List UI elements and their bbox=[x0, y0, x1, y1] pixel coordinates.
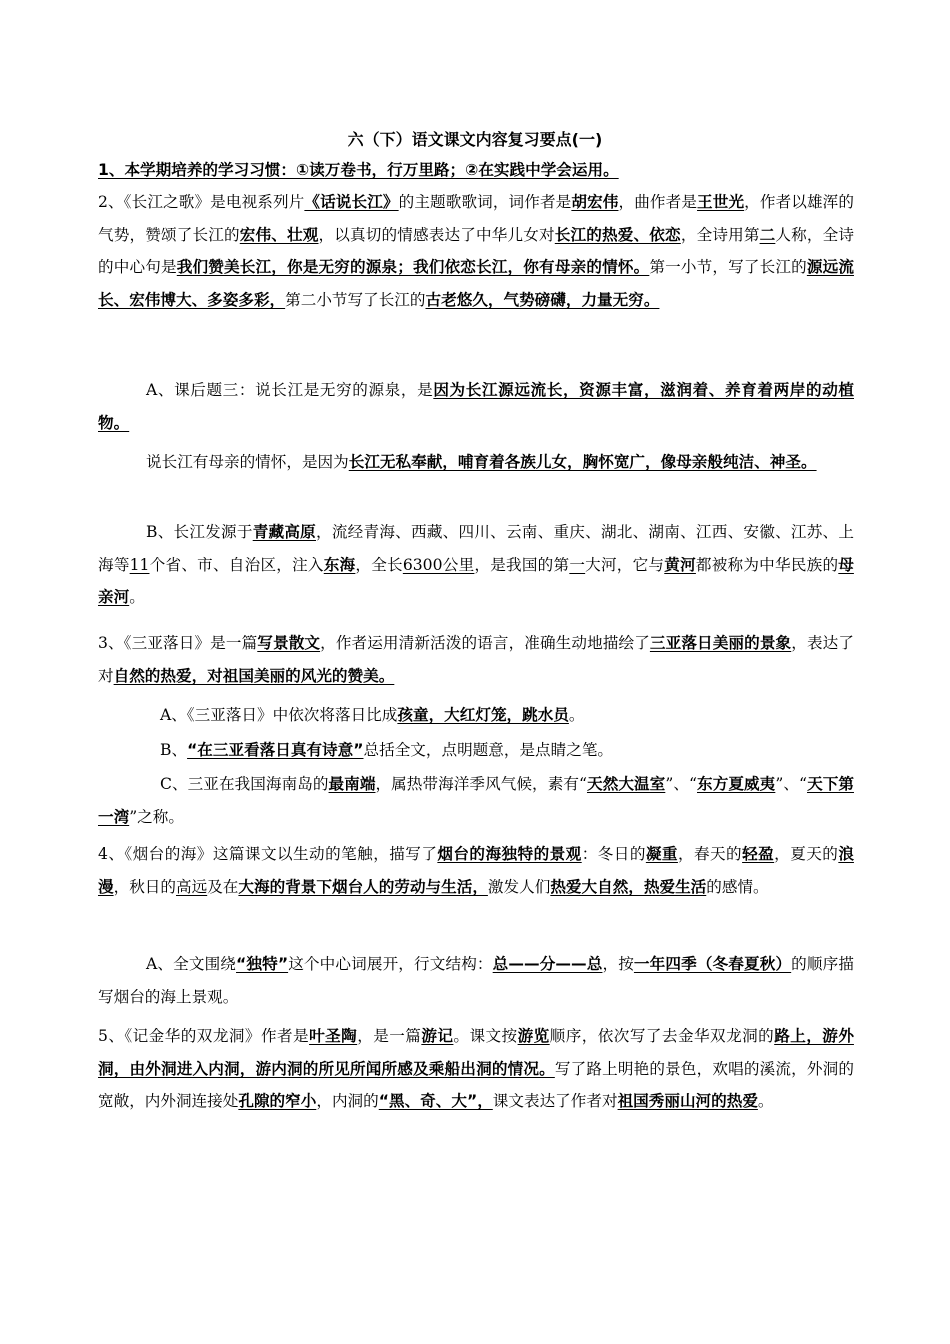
answer-blank: 热爱大自然，热爱生活 bbox=[550, 877, 707, 896]
answer-blank: 浪漫 bbox=[98, 845, 854, 896]
text-run: 都被称为中华民族的 bbox=[695, 555, 839, 574]
section-2-item-a1 bbox=[98, 374, 854, 439]
text-run: 5、《记金华的双龙洞》作者是 bbox=[98, 1027, 310, 1045]
answer-blank: 东海 bbox=[323, 555, 356, 574]
answer-blank: 烟台的海独特的景观 bbox=[437, 845, 582, 863]
text-run: 的顺序描写烟台的海上景观。 bbox=[98, 955, 854, 1006]
section-4-item-a bbox=[98, 948, 854, 1013]
text-run: ，作者以雄浑的气势，赞颂了长江的 bbox=[98, 193, 854, 244]
text-run: 顺序，依次写了去金华双龙洞的 bbox=[549, 1027, 775, 1045]
answer-blank: 我们赞美长江，你是无穷的源泉；我们依恋长江，你有母亲的情怀。 bbox=[176, 258, 650, 277]
answer-blank: 胡宏伟 bbox=[571, 193, 619, 211]
text-run: 4、《烟台的海》这篇课文以生动的笔触，描写了 bbox=[98, 845, 438, 863]
answer-blank: 6300公里 bbox=[402, 555, 475, 574]
section-3-item-c bbox=[98, 768, 854, 833]
text-run: 大河，它与 bbox=[585, 555, 665, 574]
text-run: 。 bbox=[568, 706, 585, 724]
text-run: ，春天的 bbox=[677, 845, 743, 863]
text-run: ”之称。 bbox=[129, 807, 184, 826]
answer-blank: 王世光 bbox=[697, 193, 745, 211]
answer-blank: 二 bbox=[759, 225, 776, 244]
answer-blank: 天然大温室 bbox=[586, 775, 666, 793]
answer-blank: 古老悠久，气势磅礴，力量无穷。 bbox=[425, 290, 660, 309]
text-run: ，是我国的第 bbox=[474, 555, 570, 574]
text-run: ，全诗用第 bbox=[680, 225, 760, 244]
answer-blank: “黑、奇、大”， bbox=[378, 1092, 493, 1111]
answer-blank: 源远流长、宏伟博大、多姿多彩， bbox=[98, 258, 854, 309]
document-title: 六（下）语文课文内容复习要点(一) bbox=[347, 130, 603, 149]
text-run: ”、“ bbox=[775, 775, 808, 793]
text-run: ，曲作者是 bbox=[618, 193, 698, 211]
section-2-item-a2 bbox=[98, 446, 854, 479]
text-run: ，属热带海洋季风气候，素有“ bbox=[375, 775, 587, 793]
text-run: 及在 bbox=[207, 877, 239, 896]
answer-blank: 因为长江源远流长，资源丰富，滋润着、养育着两岸的动植物。 bbox=[98, 381, 854, 432]
text-run: ，流经青海、西藏、四川、云南、重庆、湖北、湖南、江西、安徽、江苏、上海等 bbox=[98, 523, 854, 574]
section-1-study-habits bbox=[98, 154, 854, 187]
text-run: ，夏天的 bbox=[774, 845, 839, 863]
answer-blank: 孩童，大红灯笼，跳水员 bbox=[397, 706, 569, 724]
answer-blank: 三亚落日美丽的景象 bbox=[649, 634, 792, 652]
text-run: 人称，全诗的中心句是 bbox=[98, 225, 854, 277]
answer-blank: 母亲河 bbox=[98, 555, 854, 607]
section-3-item-b bbox=[98, 734, 854, 767]
answer-blank: 一年四季（冬春夏秋） bbox=[633, 955, 792, 973]
text-run: ，作者运用清新活泼的语言，准确生动地描绘了 bbox=[320, 634, 650, 652]
text-run: 激发人们 bbox=[487, 877, 551, 896]
answer-blank: 孔隙的窄小 bbox=[238, 1092, 317, 1111]
text-run: A、全文围绕 bbox=[146, 955, 237, 973]
answer-blank: “独特” bbox=[236, 955, 289, 973]
section-2-item-b bbox=[98, 516, 854, 614]
text-run: 总括全文，点明题意，是点睛之笔。 bbox=[363, 741, 614, 759]
answer-blank: 写景散文 bbox=[257, 634, 321, 652]
text-run: A、课后题三：说长江是无穷的源泉，是 bbox=[146, 381, 434, 399]
answer-blank: 宏伟、壮观 bbox=[239, 225, 319, 244]
text-run: 。 bbox=[129, 588, 145, 607]
text-run: 的主题歌歌词，词作者是 bbox=[398, 193, 572, 211]
answer-blank: 最南端 bbox=[328, 775, 376, 793]
text-run: B、 bbox=[160, 741, 188, 759]
text-run: 写了路上明艳的景色，欢唱的溪流，外洞的宽敞，内外洞连接处 bbox=[98, 1059, 854, 1111]
answer-blank: 自然的热爱，对祖国美丽的风光的赞美。 bbox=[113, 666, 395, 685]
text-run: 。 bbox=[757, 1092, 774, 1111]
answer-blank: 游记 bbox=[421, 1027, 454, 1045]
text-run: ，按 bbox=[602, 955, 634, 973]
text-run: 2、《长江之歌》是电视系列片 bbox=[98, 193, 305, 211]
answer-blank: 11 bbox=[129, 555, 150, 574]
text-run: 。课文按 bbox=[453, 1027, 518, 1045]
answer-blank: 凝重 bbox=[645, 845, 678, 863]
section-5-double-dragon-cave bbox=[98, 1020, 854, 1118]
text-run: ，全长 bbox=[355, 555, 403, 574]
text-run: A、《三亚落日》中依次将落日比成 bbox=[160, 706, 398, 724]
text-run: ，是一篇 bbox=[357, 1027, 422, 1045]
text-run: B、长江发源于 bbox=[146, 523, 253, 541]
text-run: 3、《三亚落日》是一篇 bbox=[98, 634, 258, 652]
text-run: ，以真切的情感表达了中华儿女对 bbox=[318, 225, 555, 244]
text-run: 第一小节，写了长江的 bbox=[649, 258, 807, 277]
text-run: 个省、市、自治区，注入 bbox=[149, 555, 324, 574]
text-run: ，内洞的 bbox=[316, 1092, 379, 1111]
answer-blank: 青藏高原 bbox=[252, 523, 317, 541]
answer-blank: 《话说长江》 bbox=[304, 193, 399, 211]
text-run: ：冬日的 bbox=[581, 845, 646, 863]
section-1-text: 1、本学期培养的学习习惯：①读万卷书，行万里路；②在实践中学会运用。 bbox=[98, 161, 619, 179]
text-run: ，表达了对 bbox=[98, 634, 854, 685]
text-run: 的感情。 bbox=[706, 877, 769, 896]
answer-blank: 叶圣陶 bbox=[309, 1027, 358, 1045]
section-4-yantai-sea bbox=[98, 838, 854, 903]
answer-blank: 总——分——总 bbox=[492, 955, 603, 973]
text-run: 说长江有母亲的情怀，是因为 bbox=[146, 453, 349, 471]
section-3-sanya-sunset bbox=[98, 627, 854, 692]
answer-blank: 黄河 bbox=[664, 555, 696, 574]
answer-blank: 祖国秀丽山河的热爱 bbox=[617, 1092, 758, 1111]
text-run: ，秋日的 bbox=[113, 877, 176, 896]
answer-blank: 高远 bbox=[176, 877, 208, 896]
text-run: 课文表达了作者对 bbox=[492, 1092, 618, 1111]
text-run: 第二小节写了长江的 bbox=[285, 290, 426, 309]
section-3-item-a bbox=[98, 699, 854, 732]
answer-blank: 游览 bbox=[517, 1027, 550, 1045]
answer-blank: 天下第一湾 bbox=[98, 775, 854, 826]
text-run: C、三亚在我国海南岛的 bbox=[160, 775, 329, 793]
text-run: ”、“ bbox=[665, 775, 697, 793]
answer-blank: 路上，游外洞，由外洞进入内洞，游内洞的所见所闻所感及乘船出洞的情况。 bbox=[98, 1027, 854, 1078]
answer-blank: 东方夏威夷 bbox=[697, 775, 776, 793]
answer-blank: 一 bbox=[569, 555, 586, 574]
text-run: 这个中心词展开，行文结构： bbox=[288, 955, 493, 973]
answer-blank: “在三亚看落日真有诗意” bbox=[187, 741, 364, 759]
answer-blank: 长江的热爱、依恋 bbox=[554, 225, 681, 244]
answer-blank: 长江无私奉献，哺育着各族儿女，胸怀宽广，像母亲般纯洁、神圣。 bbox=[348, 453, 817, 471]
section-2-changjiang-song bbox=[98, 186, 854, 316]
answer-blank: 大海的背景下烟台人的劳动与生活， bbox=[238, 877, 488, 896]
answer-blank: 轻盈 bbox=[742, 845, 775, 863]
